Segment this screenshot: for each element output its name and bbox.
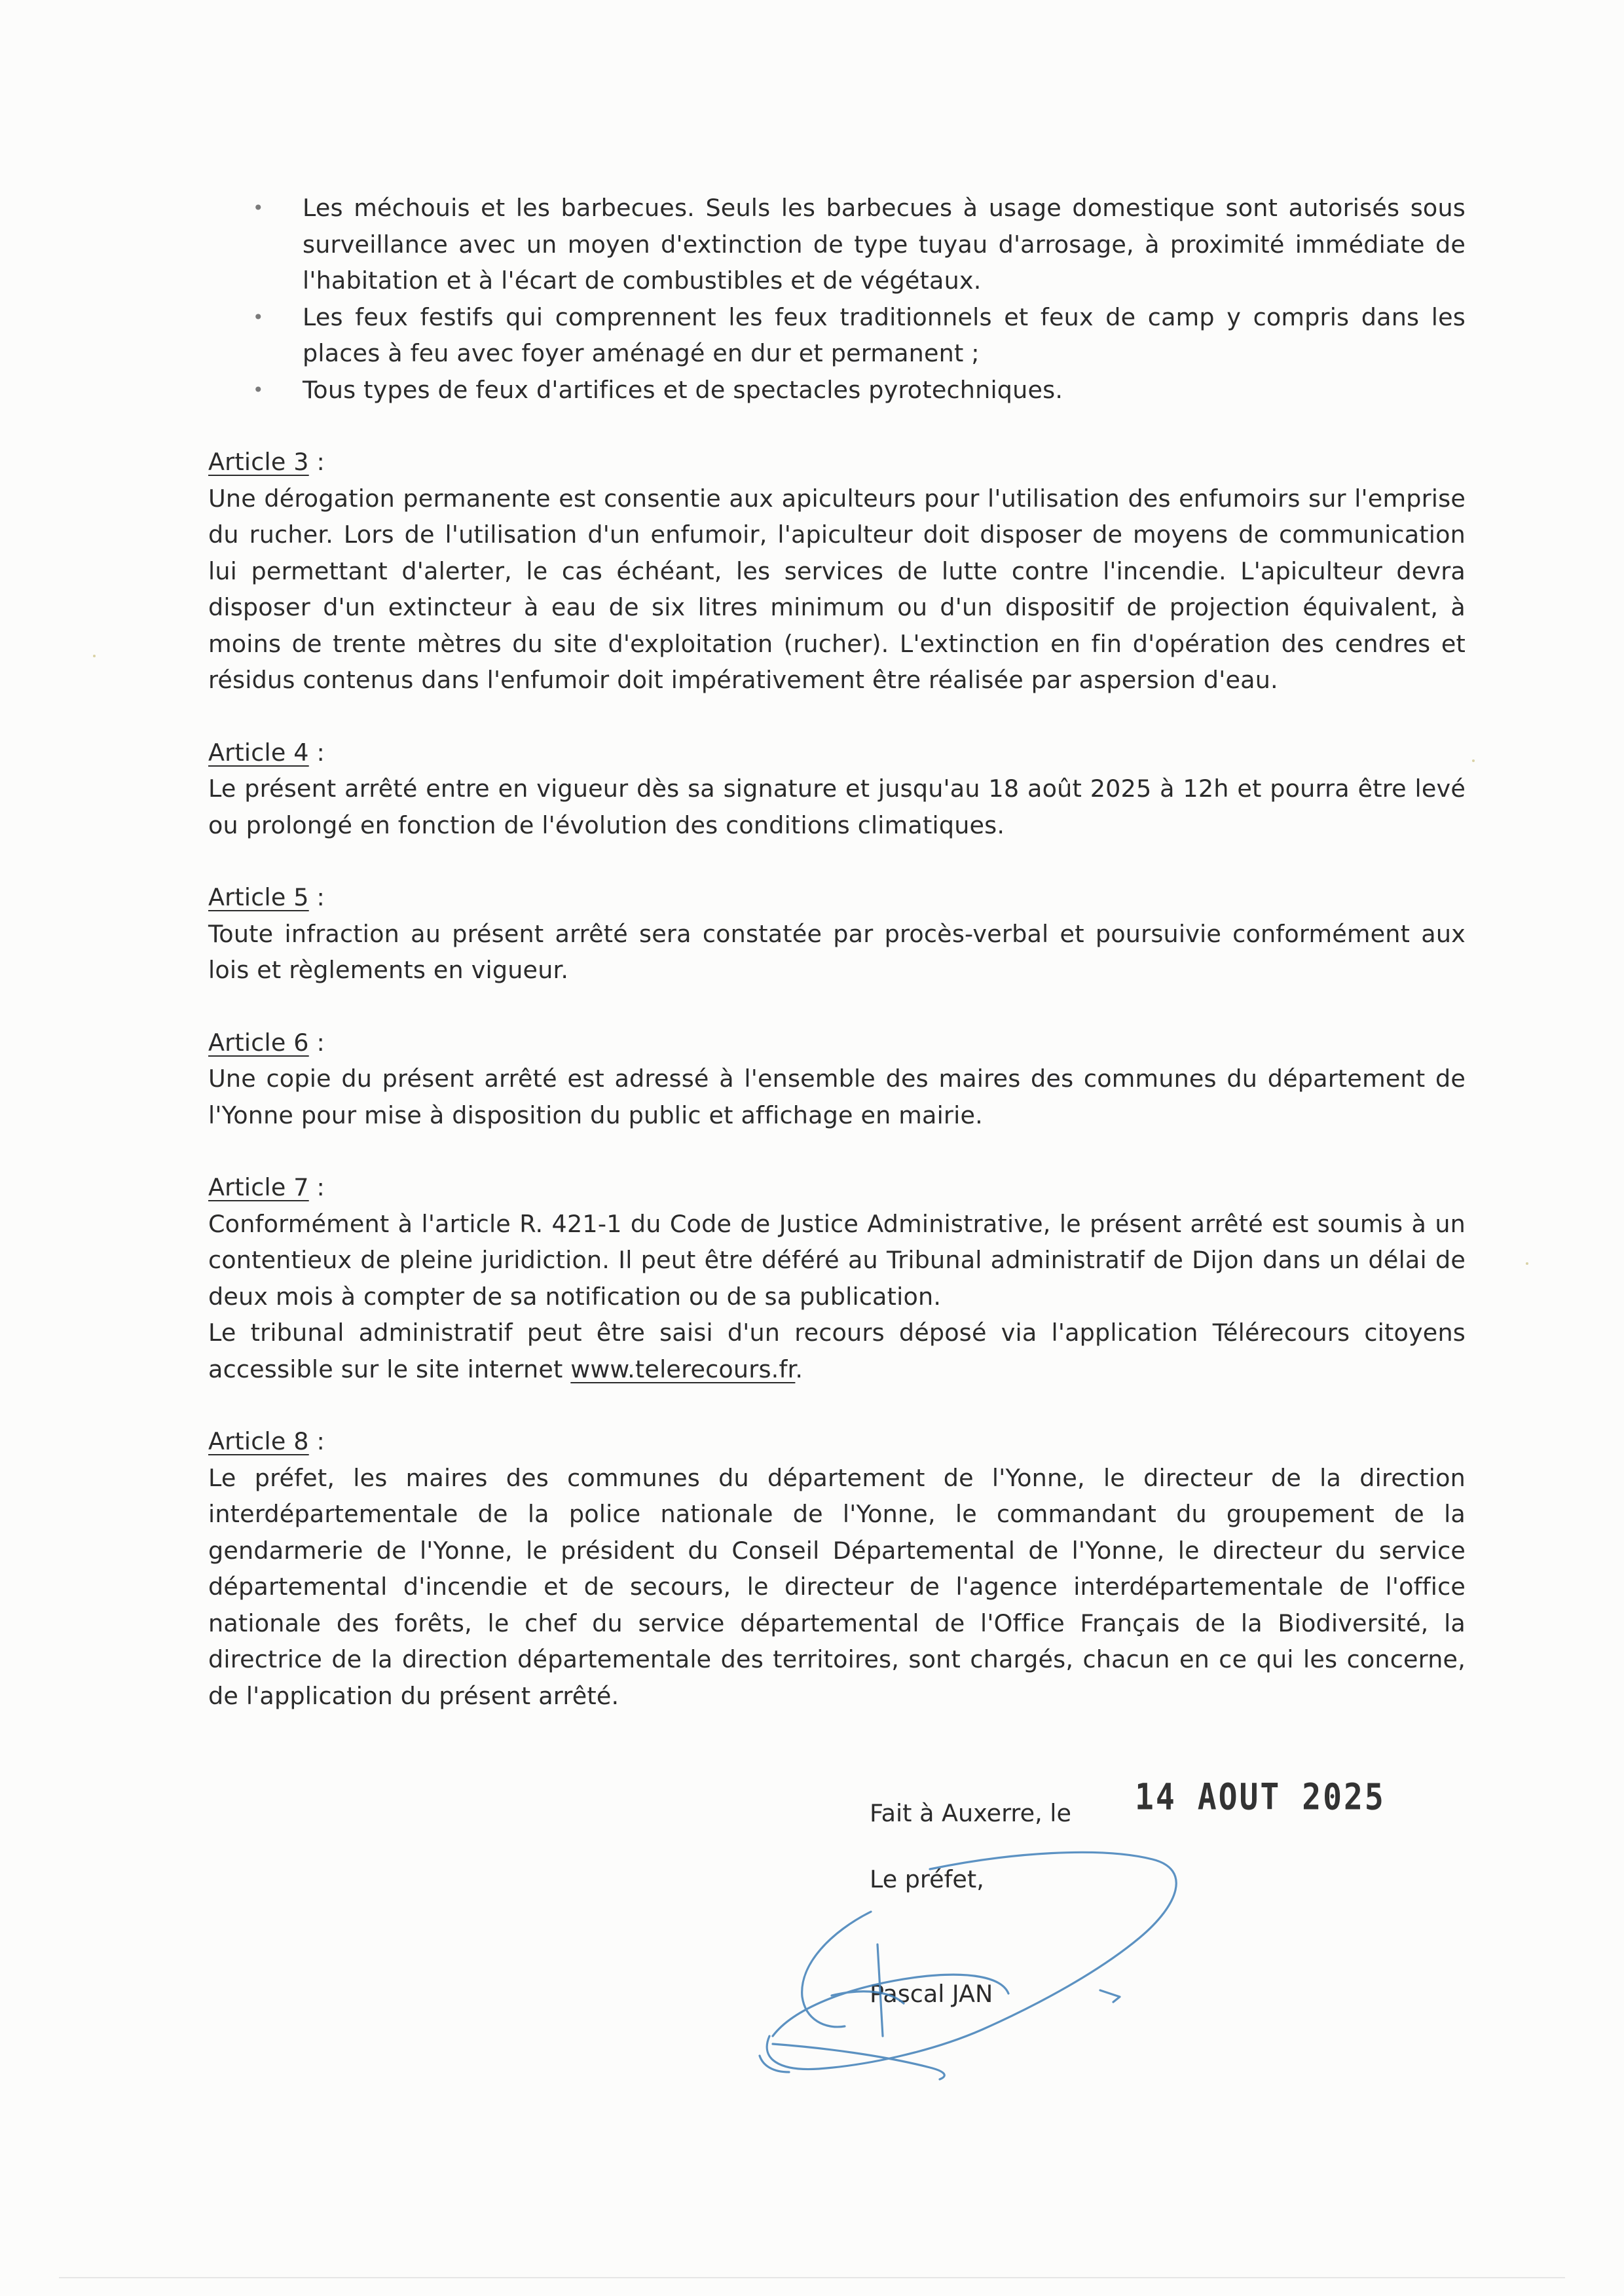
list-item: • Les méchouis et les barbecues. Seuls les barbecues à usage domestique sont autorisés sous surveillance avec un moyen d'extinction de type tuyau d'arrosage, à proximité immédiate de l'habitation et à l'écart de combustibles et de végétaux.	[208, 190, 1466, 299]
article-title: Article 4	[208, 738, 309, 767]
article-heading	[208, 1025, 1466, 1061]
article-3	[208, 444, 1466, 699]
article-heading	[208, 879, 1466, 916]
article-colon: :	[308, 1173, 325, 1201]
article-colon: :	[308, 883, 325, 911]
article-text: Toute infraction au présent arrêté sera constatée par procès-verbal et poursuivie conformément aux lois et règlements en vigueur.	[208, 919, 1466, 984]
article-text: Le préfet, les maires des communes du département de l'Yonne, le directeur de la direction interdépartementale de la police nationale de l'Yonne, le commandant du groupement de la gendarmerie de l'Yonne, le président du Conseil Départemental de l'Yonne, le directeur du service départemental d'incendie et de secours, le directeur de l'agence interdépartementale de l'office nationale des forêts, le chef du service départemental de l'Office Français de la Biodiversité, la directrice de la direction départementale des territoires, sont chargés, chacun en ce qui les concerne, de l'application du présent arrêté.	[208, 1463, 1466, 1710]
article-title: Article 6	[208, 1028, 309, 1057]
signer-title: Le préfet,	[870, 1865, 984, 1893]
scan-speck	[93, 655, 96, 657]
article-text: Une dérogation permanente est consentie aux apiculteurs pour l'utilisation des enfumoirs sur l'emprise du rucher. Lors de l'utilisation d'un enfumoir, l'apiculteur doit disposer de moyens de communication lui permettant d'alerter, le cas échéant, les services de lutte contre l'incendie. L'apiculteur devra disposer d'un extincteur à eau de six litres minimum ou d'un dispositif de projection équivalent, à moins de trente mètres du site d'exploitation (rucher). L'extinction en fin d'opération des cendres et résidus contenus dans l'enfumoir doit impérativement être réalisée par aspersion d'eau.	[208, 484, 1466, 694]
place-date-line: Fait à Auxerre, le	[870, 1799, 1071, 1827]
list-item: • Tous types de feux d'artifices et de spectacles pyrotechniques.	[208, 372, 1466, 409]
article-text: Conformément à l'article R. 421-1 du Code de Justice Administrative, le présent arrêté est soumis à un contentieux de pleine juridiction. Il peut être déféré au Tribunal administratif de Dijon dans un délai de deux mois à compter de sa notification ou de sa publication.	[208, 1209, 1466, 1311]
appeal-text-end: .	[795, 1355, 803, 1383]
list-item: • Les feux festifs qui comprennent les feux traditionnels et feux de camp y compris dans les places à feu avec foyer aménagé en dur et permanent ;	[208, 299, 1466, 372]
article-text: Le présent arrêté entre en vigueur dès sa signature et jusqu'au 18 août 2025 à 12h et pourra être levé ou prolongé en fonction de l'évolution des conditions climatiques.	[208, 774, 1466, 839]
article-colon: :	[308, 738, 325, 767]
article-title: Article 7	[208, 1173, 309, 1201]
document-body	[208, 190, 1466, 1714]
article-heading	[208, 1169, 1466, 1206]
date-stamp: 14 AOUT 2025	[1135, 1776, 1386, 1819]
article-title: Article 8	[208, 1427, 309, 1455]
article-text-appeal	[208, 1315, 1466, 1387]
article-text: Une copie du présent arrêté est adressé à l'ensemble des maires des communes du département de l'Yonne pour mise à disposition du public et affichage en mairie.	[208, 1065, 1466, 1129]
article-heading	[208, 1423, 1466, 1460]
article-8	[208, 1423, 1466, 1714]
article-4	[208, 735, 1466, 844]
scan-speck	[1526, 1262, 1528, 1265]
article-colon: :	[308, 1028, 325, 1057]
scan-speck	[1472, 759, 1475, 762]
telerecours-link[interactable]: www.telerecours.fr	[570, 1355, 796, 1383]
article-6	[208, 1025, 1466, 1134]
article-title: Article 3	[208, 448, 309, 476]
article-5	[208, 879, 1466, 989]
prohibited-fires-list	[208, 190, 1466, 408]
article-colon: :	[308, 1427, 325, 1455]
article-7	[208, 1169, 1466, 1387]
page-bottom-edge	[59, 2277, 1565, 2278]
handwritten-signature	[733, 1840, 1205, 2088]
article-heading	[208, 735, 1466, 771]
article-heading	[208, 444, 1466, 481]
appeal-text: Le tribunal administratif peut être saisi d'un recours déposé via l'application Télérecours citoyens accessible sur le site internet	[208, 1319, 1466, 1383]
signer-name: Pascal JAN	[870, 1980, 993, 2008]
article-title: Article 5	[208, 883, 309, 911]
article-colon: :	[308, 448, 325, 476]
